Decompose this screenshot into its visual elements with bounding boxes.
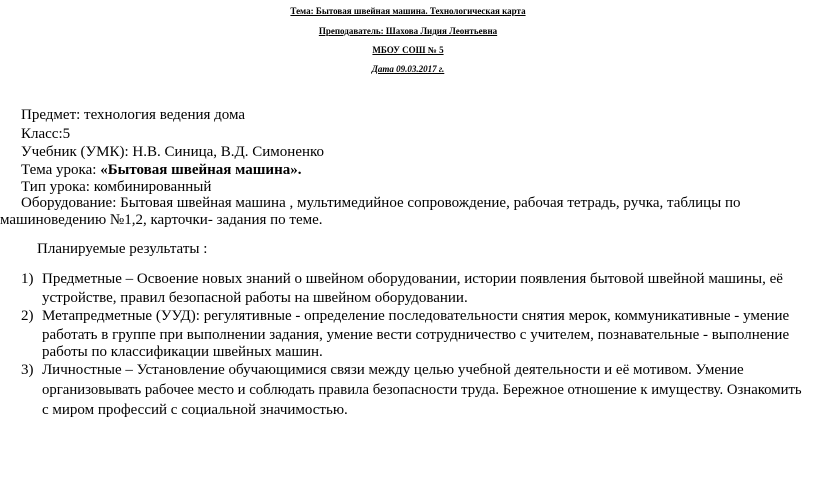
results-item-2-line-3: работы по классификации швейных машин.	[42, 344, 323, 360]
topic-line	[21, 161, 301, 179]
results-item-3-line-2: организовывать рабочее место и соблюдать правила безопасности труда. Бережное отношение к имуществу. Ознакомить	[42, 382, 802, 398]
textbook-line: Учебник (УМК): Н.В. Синица, В.Д. Симоненко	[21, 144, 325, 160]
results-item-3-line-3: с миром профессий с социальной значимостью.	[42, 402, 348, 418]
results-item-1-line-1: Предметные – Освоение новых знаний о швейном оборудовании, истории появления бытовой швейной машины, её	[42, 271, 783, 287]
class-line: Класс:5	[21, 126, 71, 142]
topic-value: «Бытовая швейная машина».	[100, 162, 302, 178]
header-teacher: Преподаватель: Шахова Лидия Леонтьевна	[318, 26, 498, 36]
header-school: МБОУ СОШ № 5	[372, 45, 444, 55]
topic-label: Тема урока:	[21, 162, 101, 178]
results-item-number: 2)	[21, 308, 34, 324]
results-item-2-line-1: Метапредметные (УУД): регулятивные - определение последовательности снятия мерок, коммуникативные - умение	[42, 308, 790, 324]
subject-line: Предмет: технология ведения дома	[21, 107, 246, 123]
lesson-type-line: Тип урока: комбинированный	[21, 179, 212, 195]
results-item-1-line-2: устройстве, правил безопасной работы на швейном оборудовании.	[42, 290, 468, 306]
equipment-line-2: машиноведению №1,2, карточки- задания по теме.	[0, 212, 323, 228]
header-date: Дата 09.03.2017 г.	[371, 64, 445, 74]
header-topic: Тема: Бытовая швейная машина. Технологическая карта	[290, 6, 526, 16]
results-heading: Планируемые результаты :	[37, 241, 208, 257]
results-item-3-line-1: Личностные – Установление обучающимися связи между целью учебной деятельности и её мотивом. Умение	[42, 362, 744, 378]
results-item-2-line-2: работать в группе при выполнении задания, умение вести сотрудничество с учителем, познавательные - выполнение	[42, 327, 790, 343]
equipment-line-1: Оборудование: Бытовая швейная машина , мультимедийное сопровождение, рабочая тетрадь, ручка, таблицы по	[21, 195, 741, 211]
results-item-number: 3)	[21, 362, 34, 378]
results-item-number: 1)	[21, 271, 34, 287]
